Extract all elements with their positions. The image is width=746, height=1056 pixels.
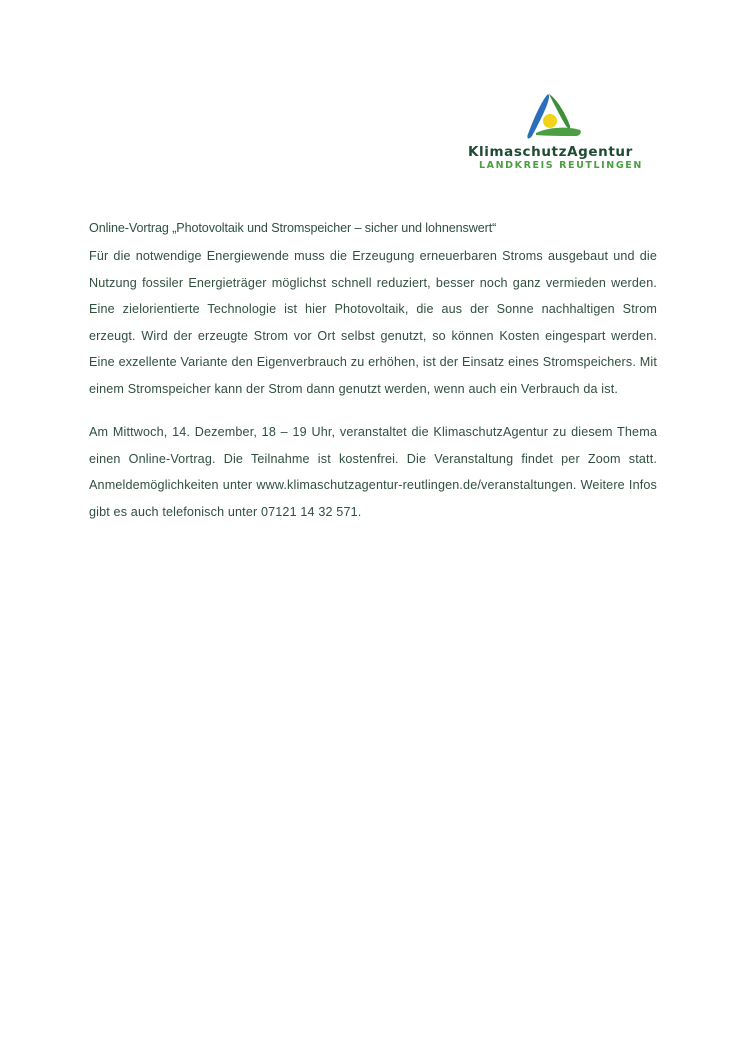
logo-subtitle: LANDKREIS REUTLINGEN bbox=[479, 160, 643, 171]
logo-sun bbox=[543, 114, 557, 128]
headline: Online-Vortrag „Photovoltaik und Stromspeicher – sicher und lohnenswert“ bbox=[89, 221, 497, 235]
paragraph-event: Am Mittwoch, 14. Dezember, 18 – 19 Uhr, veranstaltet die KlimaschutzAgentur zu diesem Thema einen Online-Vortrag. Die Teilnahme ist kostenfrei. Die Veranstaltung findet per Zoom statt. Anmeldemöglichkeiten unter www.klimaschutzagentur-reutlingen.de/veranstaltungen. Weitere Infos gibt es auch telefonisch unter 07121 14 32 571. bbox=[89, 425, 657, 519]
document-body bbox=[89, 218, 657, 542]
logo-mark-icon bbox=[526, 92, 584, 142]
logo-title: KlimaschutzAgentur bbox=[468, 144, 633, 160]
paragraph-intro: Für die notwendige Energiewende muss die Erzeugung erneuerbaren Stroms ausgebaut und die Nutzung fossiler Energieträger möglichst schnell reduziert, besser noch ganz vermieden werden. Eine zielorientierte Technologie ist hier Photovoltaik, die aus der Sonne nachhaltigen Strom erzeugt. Wird der erzeugte Strom vor Ort selbst genutzt, so können Kosten eingespart werden. Eine exzellente Variante den Eigenverbrauch zu erhöhen, ist der Einsatz eines Stromspeichers. Mit einem Stromspeicher kann der Strom dann genutzt werden, wenn auch ein Verbrauch da ist. bbox=[89, 249, 657, 396]
logo bbox=[468, 92, 648, 174]
logo-ground-swoosh bbox=[536, 128, 581, 136]
